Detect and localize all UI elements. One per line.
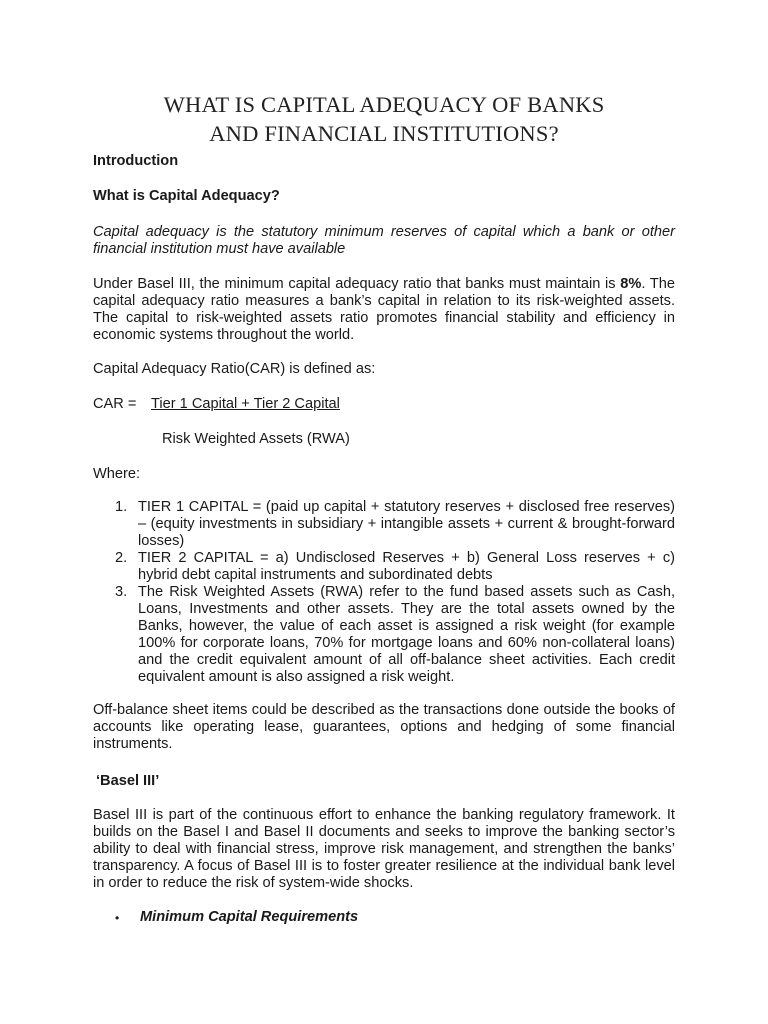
car-components-list — [93, 499, 675, 686]
title-line-1: WHAT IS CAPITAL ADEQUACY OF BANKS — [163, 92, 605, 117]
list-item-text: TIER 2 CAPITAL = a) Undisclosed Reserves + b) General Loss reserves + c) hybrid debt capital instruments and subordinated debts — [138, 550, 675, 583]
minimum-ratio-value: 8% — [620, 276, 642, 292]
bullet-icon: • — [115, 911, 120, 925]
basel-ratio-rest: The capital adequacy ratio measures a bank’s capital in relation to its risk-weighted assets. The capital to risk-weighted assets ratio promotes financial stability and efficiency in economic systems throughout the world. — [93, 276, 675, 343]
list-item — [93, 499, 675, 550]
list-item-number: 1. — [115, 499, 128, 515]
list-item-text: TIER 1 CAPITAL = (paid up capital + statutory reserves + disclosed free reserves) – (equity investments in subsidiary + intangible assets + current & brought-forward losses) — [138, 499, 675, 549]
definition-paragraph: Capital adequacy is the statutory minimum reserves of capital which a bank or other financial institution must have available — [93, 224, 675, 257]
basel-iii-heading: ‘Basel III’ — [96, 773, 160, 789]
basel-iii-paragraph: Basel III is part of the continuous effort to enhance the banking regulatory framework. It builds on the Basel I and Basel II documents and seeks to improve the banking sector’s ability to deal with financial stress, improve risk management, and strengthen the banks’ transparency. A focus of Basel III is to foster greater resilience at the individual bank level in order to reduce the risk of system-wide shocks. — [93, 807, 675, 891]
car-definition-line: Capital Adequacy Ratio(CAR) is defined as: — [93, 361, 376, 377]
basel-ratio-period: . — [641, 276, 646, 292]
off-balance-paragraph: Off-balance sheet items could be described as the transactions done outside the books of accounts like operating lease, guarantees, options and hedging of some financial instruments. — [93, 702, 675, 752]
list-item-number: 2. — [115, 550, 128, 566]
car-formula-numerator-row — [93, 396, 675, 413]
list-item-number: 3. — [115, 584, 128, 600]
list-item — [93, 584, 675, 686]
list-item — [93, 550, 675, 584]
what-is-capital-adequacy-heading: What is Capital Adequacy? — [93, 188, 280, 204]
title-line-2: AND FINANCIAL INSTITUTIONS? — [209, 121, 559, 146]
minimum-capital-requirements-heading: Minimum Capital Requirements — [140, 909, 359, 925]
car-formula-denominator: Risk Weighted Assets (RWA) — [162, 431, 350, 447]
introduction-heading: Introduction — [93, 153, 179, 169]
car-formula-numerator: Tier 1 Capital + Tier 2 Capital — [151, 396, 340, 412]
document-title — [60, 90, 708, 148]
list-item-text: The Risk Weighted Assets (RWA) refer to the fund based assets such as Cash, Loans, Investments and other assets. They are the total assets owned by the Banks, however, the value of each asset is assigned a risk weight (for example 100% for corporate loans, 70% for mortgage loans and 60% non-collateral loans) and the credit equivalent amount of all off-balance sheet activities. Each credit equivalent amount is also assigned a risk weight. — [138, 584, 675, 685]
car-formula-lhs: CAR = — [93, 396, 137, 412]
where-label: Where: — [93, 466, 141, 482]
basel-ratio-lead: Under Basel III, the minimum capital adequacy ratio that banks must maintain is — [93, 276, 621, 292]
basel-ratio-paragraph — [93, 276, 675, 344]
